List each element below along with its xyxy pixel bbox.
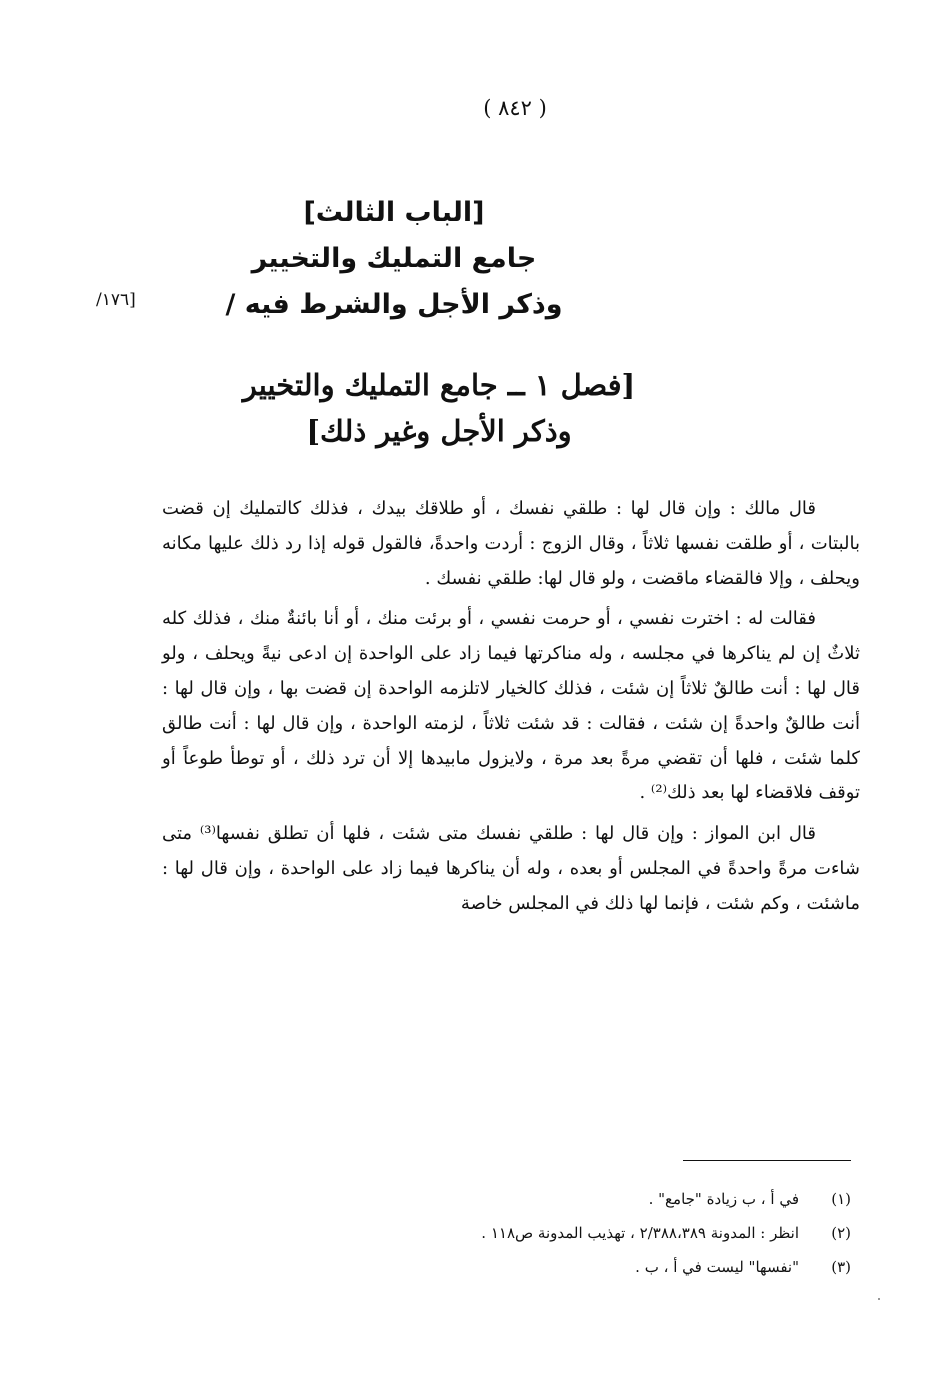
footnote (231, 1250, 851, 1284)
section-heading (179, 362, 699, 454)
paragraph: قال مالك : وإن قال لها : طلقي نفسك ، أو طلاقك بيدك ، فذلك كالتمليك إن قضت بالبتات ، أو طلقت نفسها ثلاثاً ، وقال الزوج : أردت واحدةً، فالقول قوله إذا رد ذلك عليها مكانه ويحلف ، وإلا فالقضاء ماقضت ، ولو قال لها: طلقي نفسك . (162, 498, 860, 589)
paragraph: قال ابن المواز : وإن قال لها : طلقي نفسك متى شئت ، فلها أن تطلق نفسها⁽³⁾ متى شاءت مرةً واحدةً في المجلس أو بعده ، وله أن يناكرها فيما زاد على الواحدة ، وإن قال لها : ماشئت ، وكم شئت ، فإنما لها ذلك في المجلس خاصة (162, 823, 860, 914)
footnote-number: (٢) (831, 1224, 851, 1242)
footnote (231, 1216, 851, 1250)
footnote-divider (683, 1160, 851, 1161)
chapter-subtitle: جامع التمليك والتخيير (251, 243, 537, 274)
chapter-heading (134, 190, 654, 328)
chapter-subtitle-continued: وذكر الأجل والشرط فيه / (225, 289, 563, 320)
footnote-number: (٣) (831, 1258, 851, 1276)
footnotes (231, 1182, 851, 1284)
section-title: [فصل ١ ــ جامع التمليك والتخيير (242, 368, 636, 402)
footnote-text: في أ ، ب زيادة "جامع" . (648, 1190, 799, 1208)
main-text (162, 492, 860, 928)
footnote-number: (١) (831, 1190, 851, 1208)
footnote-text: "نفسها" ليست في أ ، ب . (635, 1258, 799, 1276)
page-number: ( ٨٤٢ ) (483, 96, 547, 120)
chapter-title: [الباب الثالث] (303, 197, 485, 228)
scan-speck (878, 1298, 880, 1300)
manuscript-folio-reference: [١٧٦/ (96, 290, 136, 310)
paragraph: فقالت له : اخترت نفسي ، أو حرمت نفسي ، أو برئت منك ، أو أنا بائنةٌ منك ، فذلك كله ثلاثٌ إن لم يناكرها في مجلسه ، وله مناكرتها فيما زاد على الواحدة إن ادعى نيةً ويحلف ، ولو قال لها : أنت طالقٌ ثلاثاً إن شئت ، فذلك كالخيار لاتلزمه الواحدة إن قضت بها ، وإن قال لها : أنت طالقٌ واحدةً إن شئت ، فقالت : قد شئت ثلاثاً ، لزمته الواحدة ، وإن قال لها : أنت طالق كلما شئت ، فلها أن تقضي مرةً بعد مرة ، ولايزول مابيدها إلا أن ترد ذلك ، أو توطأ طوعاً أو توقف فلاقضاء لها بعد ذلك⁽²⁾ . (162, 608, 860, 804)
footnote (231, 1182, 851, 1216)
section-title-continued: وذكر الأجل وغير ذلك] (306, 414, 572, 448)
footnote-text: انظر : المدونة ٢/٣٨٨،٣٨٩ ، تهذيب المدونة ص١١٨ . (481, 1224, 799, 1242)
